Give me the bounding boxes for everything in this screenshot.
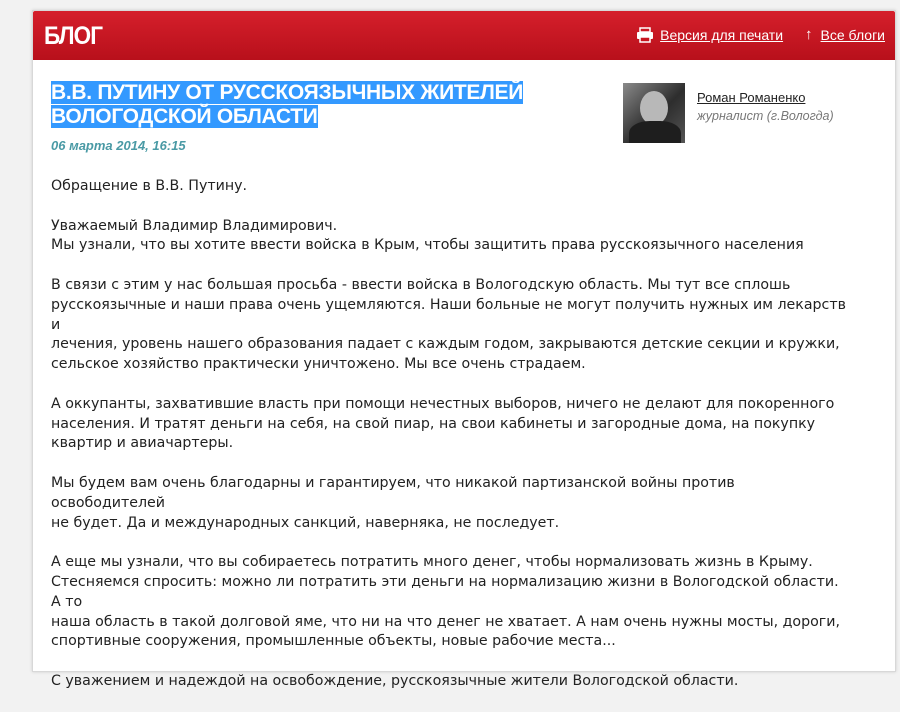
p6-line3: наша область в такой долговой яме, что ни на что денег не хватает. А нам очень нужны мосты, дороги, bbox=[51, 613, 840, 630]
p6-line1: А еще мы узнали, что вы собираетесь потратить много денег, чтобы нормализовать жизнь в Крыму. bbox=[51, 554, 813, 571]
post-title-line2: ВОЛОГОДСКОЙ ОБЛАСТИ bbox=[51, 105, 318, 128]
avatar-face-shape bbox=[640, 91, 668, 125]
header-links bbox=[614, 27, 885, 43]
p4-line3: квартир и авиачартеры. bbox=[51, 435, 234, 452]
p6-line4: спортивные сооружения, промышленные объекты, новые рабочие места... bbox=[51, 633, 616, 650]
post-title-line1: В.В. ПУТИНУ ОТ РУССКОЯЗЫЧНЫХ ЖИТЕЛЕЙ bbox=[51, 81, 524, 104]
blog-panel bbox=[32, 10, 896, 689]
paragraph-1 bbox=[51, 177, 851, 197]
printer-icon bbox=[636, 27, 654, 43]
avatar-body-shape bbox=[629, 121, 681, 143]
p4-line1: А оккупанты, захватившие власть при помощи нечестных выборов, ничего не делают для покоренного bbox=[51, 395, 835, 412]
author-name-link[interactable]: Роман Романенко bbox=[697, 90, 806, 105]
all-blogs-link[interactable] bbox=[805, 27, 885, 43]
paragraph-4 bbox=[51, 395, 851, 454]
p3-line4: сельское хозяйство практически уничтожено. Мы все очень страдаем. bbox=[51, 356, 586, 373]
author-avatar[interactable] bbox=[623, 83, 685, 143]
p5-line1: Мы будем вам очень благодарны и гарантируем, что никакой партизанской войны против освободителей bbox=[51, 474, 735, 511]
p2-line1: Уважаемый Владимир Владимирович. bbox=[51, 217, 338, 234]
post-title bbox=[51, 81, 571, 129]
blog-header bbox=[33, 11, 895, 60]
p2-line2: Мы узнали, что вы хотите ввести войска в Крым, чтобы защитить права русскоязычного населения bbox=[51, 237, 804, 254]
post-body bbox=[51, 177, 851, 712]
p6-line2: Стесняемся спросить: можно ли потратить эти деньги на нормализацию жизни в Вологодской области. А то bbox=[51, 573, 839, 610]
author-info bbox=[697, 90, 834, 143]
p7-text: С уважением и надеждой на освобождение, русскоязычные жители Вологодской области. bbox=[51, 672, 739, 689]
all-blogs-label[interactable]: Все блоги bbox=[820, 27, 885, 43]
print-version-label[interactable]: Версия для печати bbox=[660, 27, 784, 43]
p1-text: Обращение в В.В. Путину. bbox=[51, 178, 248, 194]
paragraph-2 bbox=[51, 217, 851, 257]
post-date: 06 марта 2014, 16:15 bbox=[51, 138, 186, 153]
paragraph-7 bbox=[51, 672, 851, 692]
post-heading bbox=[51, 81, 571, 153]
p4-line2: населения. И тратят деньги на себя, на свой пиар, на свои кабинеты и загородные дома, на покупку bbox=[51, 415, 816, 432]
print-version-link[interactable] bbox=[636, 27, 783, 43]
p5-line2: не будет. Да и международных санкций, наверняка, не последует. bbox=[51, 514, 560, 531]
author-role: журналист (г.Вологда) bbox=[697, 109, 834, 123]
p3-line3: лечения, уровень нашего образования падает с каждым годом, закрываются детские секции и кружки, bbox=[51, 336, 840, 353]
author-card bbox=[623, 83, 834, 143]
blog-logo[interactable]: БЛОГ bbox=[44, 22, 103, 50]
paragraph-5 bbox=[51, 474, 851, 533]
arrow-up-icon: ↑ bbox=[805, 26, 813, 43]
paragraph-3 bbox=[51, 276, 851, 375]
p3-line1: В связи с этим у нас большая просьба - ввести войска в Вологодскую область. Мы тут все сплошь bbox=[51, 276, 791, 293]
p3-line2: русскоязычные и наши права очень ущемляются. Наши больные не могут получить нужных им лекарств и bbox=[51, 296, 846, 333]
paragraph-6 bbox=[51, 553, 851, 652]
